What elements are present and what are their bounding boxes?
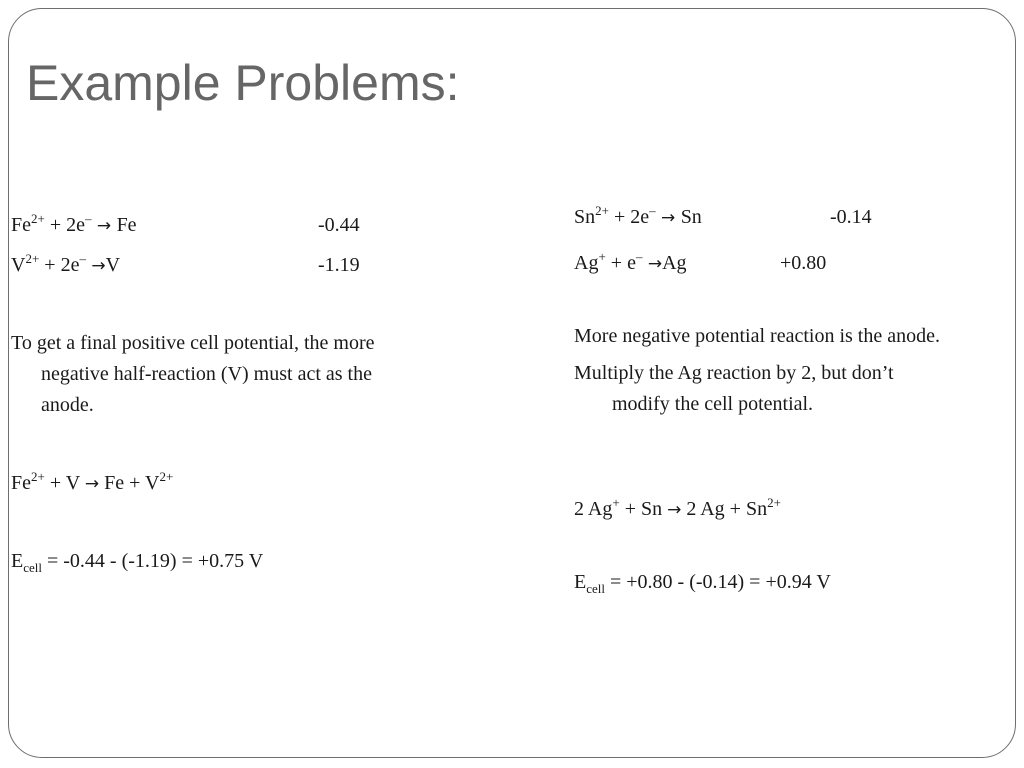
right-notes <box>574 321 954 420</box>
right-r1-reactant: Sn <box>574 206 596 228</box>
right-r1-middle: + 2e <box>608 206 650 228</box>
right-overall-reaction <box>574 497 781 521</box>
right-r2-reactant: Ag <box>574 252 599 274</box>
right-reaction-1 <box>574 205 702 229</box>
left-r2-electron-charge: – <box>79 251 86 266</box>
right-overall-part3: 2 Ag + Sn <box>681 498 768 520</box>
left-reaction-2 <box>11 253 120 277</box>
left-r1-product: Fe <box>116 214 137 236</box>
left-r1-arrow: → <box>91 216 117 236</box>
right-ecell-symbol: E <box>574 571 587 593</box>
right-ecell-subscript: cell <box>586 581 605 596</box>
right-reaction-2 <box>574 251 687 275</box>
left-overall-charge2: 2+ <box>159 469 174 484</box>
right-note-2: Multiply the Ag reaction by 2, but don’t modify the cell potential. <box>574 362 894 415</box>
right-overall-charge2: 2+ <box>767 495 781 510</box>
right-r1-product: Sn <box>680 206 702 228</box>
right-r1-ion-charge: 2+ <box>595 203 609 218</box>
right-r2-middle: + e <box>605 252 636 274</box>
left-r1-potential: -0.44 <box>318 214 360 236</box>
left-overall-arrow: → <box>84 474 100 494</box>
left-r1-reactant: Fe <box>11 214 31 236</box>
right-ecell-expression: = +0.80 - (-0.14) = +0.94 V <box>604 571 831 593</box>
right-overall-arrow: → <box>667 500 682 520</box>
left-r1-electron-charge: – <box>85 211 92 226</box>
right-r2-product: Ag <box>662 252 687 274</box>
left-overall-part2: + V <box>44 472 85 494</box>
left-reaction-1 <box>11 213 137 237</box>
right-cell-potential <box>574 570 831 594</box>
left-r2-ion-charge: 2+ <box>25 251 40 266</box>
left-overall-part3: Fe + V <box>99 472 160 494</box>
left-ecell-expression: = -0.44 - (-1.19) = +0.75 V <box>41 550 264 572</box>
left-overall-reaction <box>11 471 173 495</box>
right-r2-ion-charge: + <box>598 249 606 264</box>
right-r2-potential: +0.80 <box>780 252 827 274</box>
left-r1-middle: + 2e <box>44 214 85 236</box>
left-r2-product: V <box>105 254 121 276</box>
right-overall-charge1: + <box>612 495 620 510</box>
right-r1-potential: -0.14 <box>830 206 872 228</box>
left-overall-part1: Fe <box>11 472 31 494</box>
left-ecell-subscript: cell <box>23 560 42 575</box>
left-r2-arrow: → <box>85 256 106 276</box>
right-r1-arrow: → <box>655 208 681 228</box>
left-overall-charge1: 2+ <box>31 469 45 484</box>
left-r1-ion-charge: 2+ <box>31 211 45 226</box>
left-explanation <box>11 328 401 421</box>
right-r1-electron-charge: – <box>649 203 656 218</box>
right-overall-part1: 2 Ag <box>574 498 613 520</box>
left-cell-potential <box>11 549 263 573</box>
slide-title: Example Problems: <box>26 55 460 111</box>
left-explanation-text: To get a final positive cell potential, the more negative half-reaction (V) must act as the anode. <box>11 332 375 416</box>
left-r2-middle: + 2e <box>39 254 80 276</box>
left-r2-reactant: V <box>11 254 26 276</box>
right-r2-arrow: → <box>642 254 663 274</box>
right-note-1: More negative potential reaction is the anode. <box>574 325 940 347</box>
right-r2-electron-charge: – <box>635 249 643 264</box>
left-r2-potential: -1.19 <box>318 254 360 276</box>
left-ecell-symbol: E <box>11 550 24 572</box>
right-overall-part2: + Sn <box>619 498 668 520</box>
